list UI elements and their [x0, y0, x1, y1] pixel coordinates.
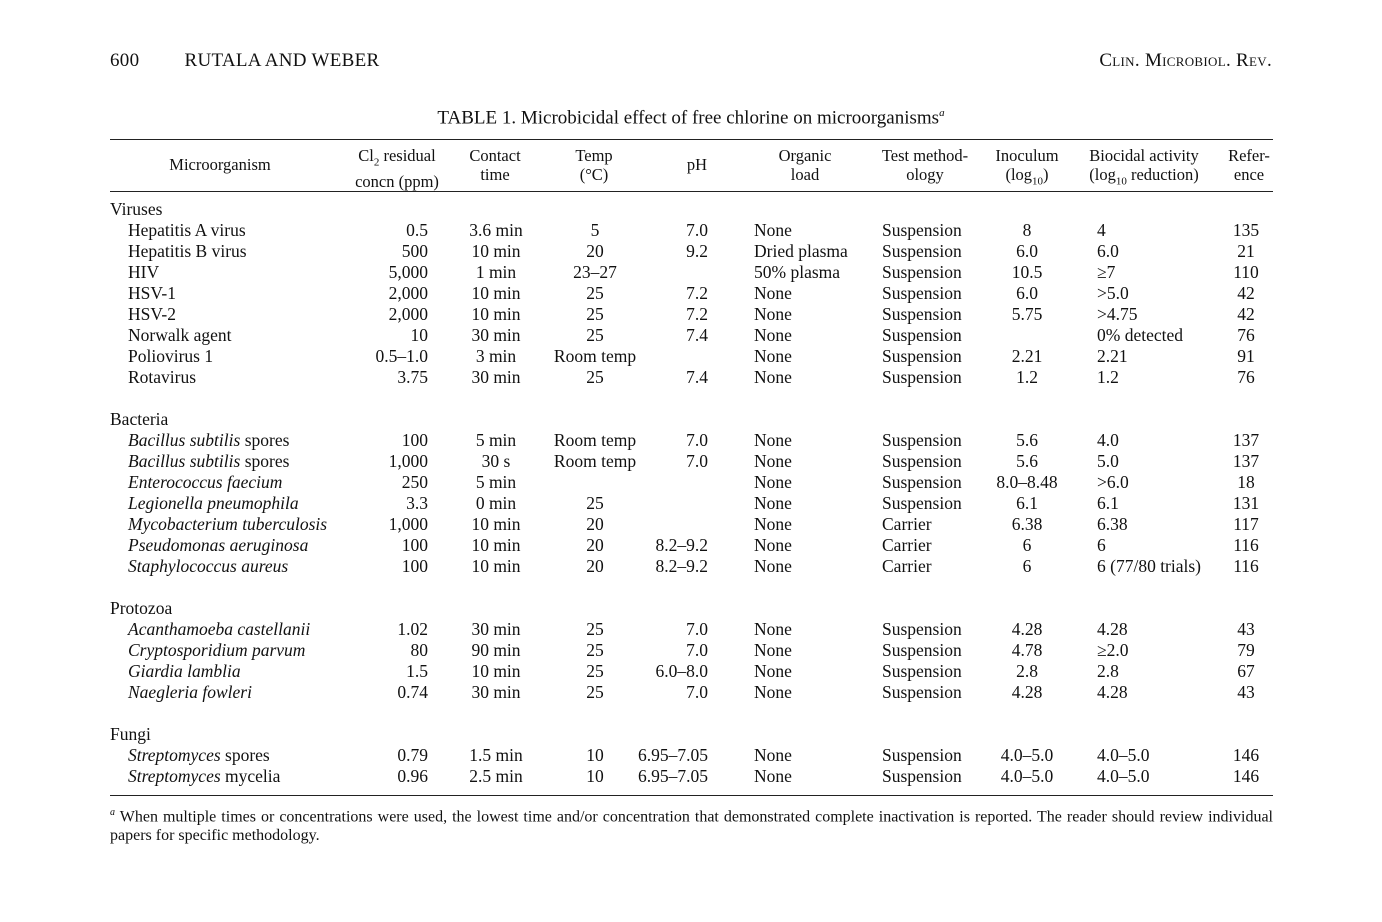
cell-time: 10 min [471, 283, 521, 303]
cell-ref: 137 [1232, 451, 1260, 471]
cell-ref: 43 [1237, 682, 1255, 702]
cell-time: 30 s [481, 451, 511, 471]
cell-method: Suspension [882, 619, 962, 639]
cell-load: None [754, 451, 792, 471]
organism-genus-species: Bacillus subtilis [128, 451, 241, 471]
cell-load: None [754, 472, 792, 492]
column-header-line: Temp [575, 146, 613, 165]
cell-time: 5 min [475, 472, 517, 492]
column-header-line: Organic [778, 146, 832, 165]
section-heading: Viruses [110, 199, 163, 219]
cell-time: 0 min [475, 493, 517, 513]
column-header-line: (°C) [579, 165, 609, 184]
cell-temp: 25 [586, 325, 604, 345]
cell-cl2: 0.96 [397, 766, 428, 786]
cell-method: Suspension [882, 745, 962, 765]
column-header-line: ($\log_{10}$ reduction) [1089, 165, 1199, 188]
cell-ref: 67 [1237, 661, 1255, 681]
organism-descriptor: mycelia [220, 766, 281, 786]
cell-activity: 1.2 [1097, 367, 1119, 387]
cell-ph: 7.2 [686, 283, 708, 303]
cell-temp: 20 [586, 241, 604, 261]
cell-inoculum: 6.0 [1016, 283, 1038, 303]
cell-inoculum: 5.75 [1011, 304, 1043, 324]
column-header-line: load [790, 165, 820, 184]
cell-temp: 25 [586, 283, 604, 303]
cell-temp: 25 [586, 682, 604, 702]
cell-ph: 7.4 [686, 367, 708, 387]
cell-ref: 135 [1232, 220, 1260, 240]
cell-inoculum: 4.0–5.0 [1000, 766, 1054, 786]
cell-cl2: 2,000 [388, 304, 428, 324]
cell-time: 3 min [475, 346, 517, 366]
column-header-line: Contact [469, 146, 521, 165]
journal-name: Clin. Microbiol. Rev. [1099, 50, 1272, 71]
column-header-line: Microorganism [169, 155, 271, 174]
cell-load: None [754, 661, 792, 681]
cell-ref: 117 [1233, 514, 1259, 534]
cell-activity: 6 (77/80 trials) [1097, 556, 1202, 576]
cell-activity: 0% detected [1097, 325, 1183, 345]
cell-ph: 9.2 [686, 241, 708, 261]
cell-ref: 110 [1233, 262, 1259, 282]
column-header-line: Refer- [1228, 146, 1270, 165]
cell-method: Suspension [882, 325, 962, 345]
cell-activity: 4.0–5.0 [1097, 766, 1150, 786]
cell-time: 30 min [471, 682, 521, 702]
column-header-line: Inoculum [995, 146, 1059, 165]
cell-ref: 116 [1233, 556, 1259, 576]
cell-activity: 6.38 [1097, 514, 1128, 534]
organism-genus-species: Streptomyces [128, 766, 221, 786]
cell-load: None [754, 430, 792, 450]
cell-method: Suspension [882, 493, 962, 513]
cell-temp: 25 [586, 367, 604, 387]
page-number: 600 [110, 50, 140, 71]
cell-ref: 91 [1237, 346, 1255, 366]
cell-inoculum: 6 [1022, 535, 1032, 555]
cell-time: 2.5 min [469, 766, 523, 786]
cell-cl2: 0.79 [397, 745, 428, 765]
cell-load: None [754, 619, 792, 639]
cell-inoculum: 6.0 [1016, 241, 1038, 261]
cell-inoculum: 5.6 [1016, 430, 1038, 450]
column-header-line: $(\log_{10})$ [1005, 165, 1049, 188]
cell-ref: 18 [1237, 472, 1255, 492]
running-header-left [110, 50, 380, 72]
cell-ph: 7.4 [686, 325, 708, 345]
cell-load: None [754, 745, 792, 765]
cell-load: None [754, 514, 792, 534]
cell-cl2: 80 [410, 640, 428, 660]
cell-ph: 6.95–7.05 [638, 766, 708, 786]
cell-inoculum: 4.0–5.0 [1000, 745, 1054, 765]
cell-temp: 20 [586, 535, 604, 555]
cell-inoculum: 8 [1022, 220, 1032, 240]
column-header-line: Biocidal activity [1089, 146, 1199, 165]
cell-activity: 2.21 [1097, 346, 1128, 366]
cell-temp: 25 [586, 304, 604, 324]
caption-footnote-mark: a [939, 107, 945, 119]
cell-load: None [754, 766, 792, 786]
cell-load: None [754, 493, 792, 513]
cell-method: Suspension [882, 262, 962, 282]
cell-temp: 10 [586, 766, 604, 786]
cell-ref: 146 [1232, 745, 1260, 765]
organism-descriptor: spores [240, 430, 290, 450]
cell-temp: 20 [586, 556, 604, 576]
organism-name [128, 283, 176, 304]
cell-ref: 146 [1232, 766, 1260, 786]
cell-method: Suspension [882, 220, 962, 240]
table-bottom-rule [110, 795, 1273, 796]
organism-genus-species: Naegleria fowleri [128, 682, 252, 702]
organism-descriptor: Norwalk agent [128, 325, 232, 345]
footnote-text: When multiple times or concentrations were used, the lowest time and/or concentration that demonstrated complete inactivation is reported. The reader should review individual papers for specific methodology. [110, 808, 1273, 845]
cell-inoculum: 8.0–8.48 [996, 472, 1058, 492]
cell-ph: 7.0 [686, 430, 708, 450]
cell-cl2: 5,000 [388, 262, 428, 282]
organism-genus-species: Streptomyces [128, 745, 221, 765]
cell-activity: >4.75 [1097, 304, 1138, 324]
cell-ph: 7.2 [686, 304, 708, 324]
cell-method: Suspension [882, 304, 962, 324]
section-heading: Protozoa [110, 598, 173, 618]
table-header-rule [110, 191, 1273, 192]
cell-method: Suspension [882, 430, 962, 450]
section-heading: Bacteria [110, 409, 169, 429]
cell-inoculum: 2.8 [1016, 661, 1038, 681]
organism-descriptor: Hepatitis B virus [128, 241, 247, 261]
organism-name [128, 367, 196, 388]
cell-method: Suspension [882, 766, 962, 786]
cell-cl2: 1,000 [388, 514, 428, 534]
cell-ref: 42 [1237, 283, 1255, 303]
cell-temp: Room temp [553, 430, 637, 450]
cell-time: 10 min [471, 661, 521, 681]
cell-ph: 8.2–9.2 [655, 535, 708, 555]
organism-name [128, 262, 159, 283]
cell-method: Carrier [882, 514, 932, 534]
organism-genus-species: Mycobacterium tuberculosis [128, 514, 328, 534]
cell-cl2: 0.74 [397, 682, 428, 702]
cell-activity: >6.0 [1097, 472, 1129, 492]
cell-load: Dried plasma [754, 241, 848, 261]
cell-time: 10 min [471, 514, 521, 534]
cell-time: 90 min [471, 640, 521, 660]
cell-activity: 4 [1097, 220, 1106, 240]
organism-genus-species: Cryptosporidium parvum [128, 640, 306, 660]
cell-ref: 116 [1233, 535, 1259, 555]
cell-method: Suspension [882, 640, 962, 660]
cell-inoculum: 5.6 [1016, 451, 1038, 471]
organism-name [128, 661, 241, 682]
cell-temp: 25 [586, 493, 604, 513]
organism-descriptor: HSV-2 [128, 304, 176, 324]
cell-activity: 4.0–5.0 [1097, 745, 1150, 765]
column-header-line: time [480, 165, 510, 184]
cell-temp: 10 [586, 745, 604, 765]
cell-ph: 7.0 [686, 682, 708, 702]
cell-time: 30 min [471, 619, 521, 639]
cell-method: Carrier [882, 535, 932, 555]
organism-genus-species: Bacillus subtilis [128, 430, 241, 450]
cell-method: Suspension [882, 346, 962, 366]
cell-temp: 25 [586, 661, 604, 681]
cell-cl2: 100 [401, 430, 428, 450]
cell-temp: 25 [586, 619, 604, 639]
cell-load: None [754, 556, 792, 576]
cell-activity: ≥7 [1097, 262, 1116, 282]
cell-ref: 76 [1237, 367, 1255, 387]
organism-genus-species: Giardia lamblia [128, 661, 241, 681]
cell-time: 10 min [471, 304, 521, 324]
column-header [130, 155, 310, 174]
cell-load: None [754, 367, 792, 387]
cell-ph: 6.95–7.05 [638, 745, 708, 765]
section-heading: Fungi [110, 724, 151, 744]
cell-temp: Room temp [553, 451, 637, 471]
cell-load: None [754, 535, 792, 555]
cell-time: 10 min [471, 535, 521, 555]
cell-time: 30 min [471, 367, 521, 387]
cell-temp: 5 [590, 220, 600, 240]
cell-inoculum: 6.1 [1016, 493, 1038, 513]
cell-ref: 42 [1237, 304, 1255, 324]
cell-inoculum: 1.2 [1016, 367, 1038, 387]
column-header-line: $Cl_2$ residual [358, 146, 436, 169]
cell-ref: 137 [1232, 430, 1260, 450]
cell-load: None [754, 346, 792, 366]
cell-inoculum: 6.38 [1011, 514, 1043, 534]
organism-descriptor: spores [240, 451, 290, 471]
cell-cl2: 1.5 [406, 661, 428, 681]
cell-time: 30 min [471, 325, 521, 345]
cell-cl2: 3.3 [406, 493, 428, 513]
organism-descriptor: Poliovirus 1 [128, 346, 214, 366]
cell-temp: 25 [586, 640, 604, 660]
organism-descriptor: HIV [128, 262, 160, 282]
cell-time: 10 min [471, 556, 521, 576]
organism-descriptor: spores [220, 745, 270, 765]
cell-activity: 6 [1097, 535, 1106, 555]
cell-cl2: 100 [401, 535, 428, 555]
organism-genus-species: Staphylococcus aureus [128, 556, 289, 576]
organism-genus-species: Legionella pneumophila [128, 493, 299, 513]
cell-cl2: 2,000 [388, 283, 428, 303]
column-header-line: ology [906, 165, 944, 184]
cell-cl2: 500 [401, 241, 428, 261]
column-header-line: pH [686, 155, 708, 174]
cell-inoculum: 4.28 [1011, 682, 1043, 702]
cell-method: Carrier [882, 556, 932, 576]
cell-temp: Room temp [553, 346, 637, 366]
cell-ph: 7.0 [686, 619, 708, 639]
table-top-rule [110, 139, 1273, 140]
column-header-line: Test method- [881, 146, 969, 165]
cell-ph: 6.0–8.0 [655, 661, 708, 681]
organism-descriptor: Hepatitis A virus [128, 220, 246, 240]
cell-load: None [754, 304, 792, 324]
organism-genus-species: Acanthamoeba castellanii [128, 619, 311, 639]
cell-activity: 6.1 [1097, 493, 1119, 513]
cell-load: None [754, 283, 792, 303]
cell-cl2: 1.02 [397, 619, 428, 639]
cell-inoculum: 4.78 [1011, 640, 1043, 660]
table-caption-text: TABLE 1. Microbicidal effect of free chlorine on microorganisms [437, 107, 940, 129]
cell-time: 3.6 min [469, 220, 523, 240]
cell-temp: 23–27 [573, 262, 617, 282]
cell-cl2: 3.75 [397, 367, 428, 387]
cell-inoculum: 2.21 [1011, 346, 1043, 366]
cell-activity: 2.8 [1097, 661, 1119, 681]
cell-activity: 6.0 [1097, 241, 1119, 261]
cell-ref: 131 [1232, 493, 1260, 513]
cell-load: None [754, 640, 792, 660]
cell-cl2: 1,000 [388, 451, 428, 471]
cell-cl2: 250 [401, 472, 428, 492]
cell-ref: 79 [1237, 640, 1255, 660]
cell-cl2: 0.5–1.0 [375, 346, 428, 366]
cell-method: Suspension [882, 661, 962, 681]
cell-load: None [754, 682, 792, 702]
cell-activity: 5.0 [1097, 451, 1119, 471]
cell-load: 50% plasma [754, 262, 841, 282]
table-caption [0, 107, 1382, 129]
organism-genus-species: Pseudomonas aeruginosa [128, 535, 309, 555]
organism-descriptor: HSV-1 [128, 283, 176, 303]
cell-activity: 4.28 [1097, 682, 1128, 702]
column-header [1159, 146, 1339, 184]
cell-ref: 43 [1237, 619, 1255, 639]
organism-descriptor: Rotavirus [128, 367, 197, 387]
cell-cl2: 0.5 [406, 220, 428, 240]
cell-activity: 4.28 [1097, 619, 1128, 639]
cell-time: 1 min [475, 262, 517, 282]
cell-temp: 20 [586, 514, 604, 534]
cell-ph: 8.2–9.2 [655, 556, 708, 576]
cell-time: 5 min [475, 430, 517, 450]
cell-inoculum: 10.5 [1011, 262, 1043, 282]
cell-load: None [754, 325, 792, 345]
cell-load: None [754, 220, 792, 240]
cell-ref: 76 [1237, 325, 1255, 345]
cell-ph: 7.0 [686, 220, 708, 240]
cell-method: Suspension [882, 367, 962, 387]
cell-activity: >5.0 [1097, 283, 1129, 303]
authors: RUTALA AND WEBER [184, 50, 380, 71]
cell-time: 1.5 min [469, 745, 523, 765]
organism-name [128, 325, 232, 346]
cell-method: Suspension [882, 283, 962, 303]
cell-method: Suspension [882, 241, 962, 261]
cell-method: Suspension [882, 682, 962, 702]
organism-name [128, 346, 213, 367]
cell-ref: 21 [1237, 241, 1255, 261]
cell-activity: ≥2.0 [1097, 640, 1129, 660]
cell-ph: 7.0 [686, 451, 708, 471]
cell-ph: 7.0 [686, 640, 708, 660]
cell-inoculum: 6 [1022, 556, 1032, 576]
cell-cl2: 100 [401, 556, 428, 576]
cell-time: 10 min [471, 241, 521, 261]
organism-genus-species: Enterococcus faecium [128, 472, 283, 492]
cell-inoculum: 4.28 [1011, 619, 1043, 639]
cell-method: Suspension [882, 472, 962, 492]
column-header-line: concn (ppm) [355, 172, 439, 192]
organism-name [128, 304, 176, 325]
footnote-mark: a [110, 807, 115, 818]
cell-cl2: 10 [410, 325, 428, 345]
cell-method: Suspension [882, 451, 962, 471]
table-footnote [110, 803, 1273, 845]
column-header-line: ence [1233, 165, 1265, 184]
cell-activity: 4.0 [1097, 430, 1119, 450]
